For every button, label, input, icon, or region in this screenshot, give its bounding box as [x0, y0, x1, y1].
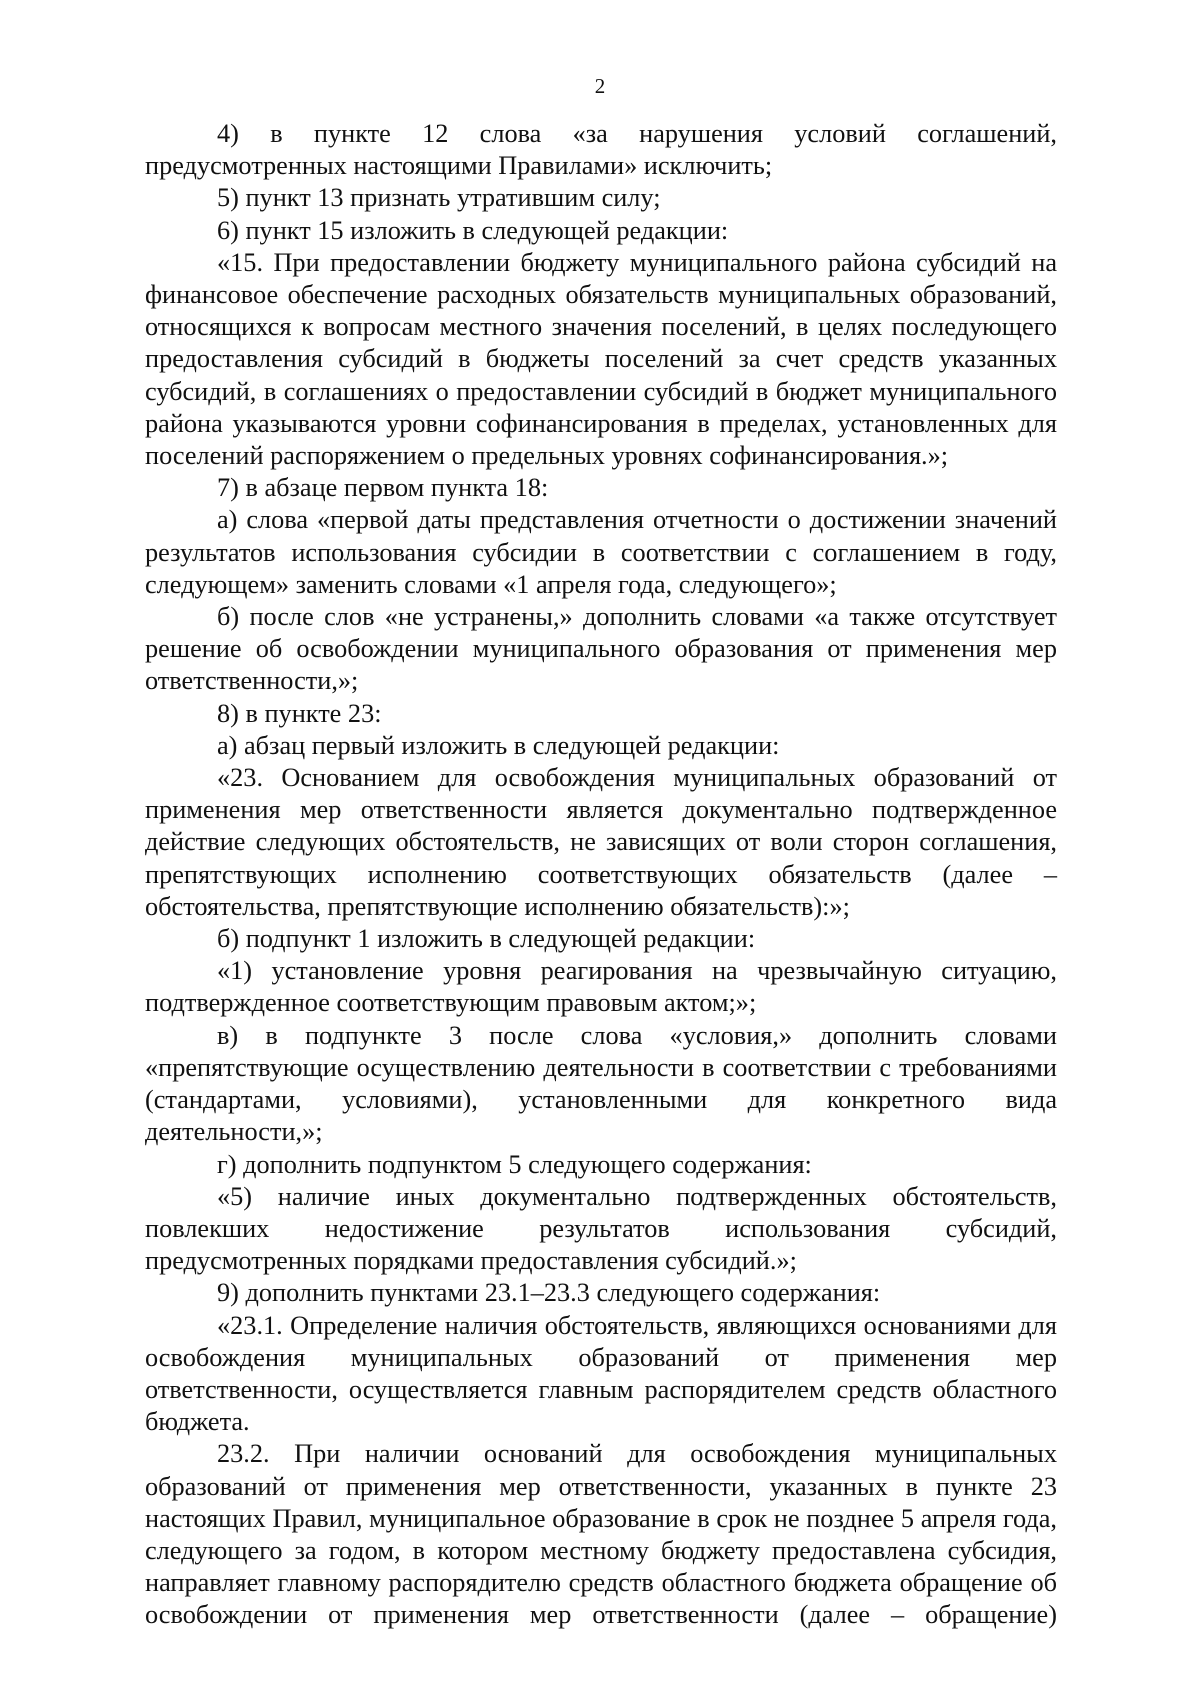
paragraph-item-8g: г) дополнить подпунктом 5 следующего содержания: — [217, 1149, 812, 1179]
paragraph-item-8a: а) абзац первый изложить в следующей редакции: — [217, 730, 780, 760]
paragraph-quote-23-1-definition: «23.1. Определение наличия обстоятельств, являющихся основаниями для освобождения муниципальных образований от применения мер ответственности, осуществляется главным распорядителем средств областного бюджета. — [145, 1310, 1057, 1437]
paragraph-item-9: 9) дополнить пунктами 23.1–23.3 следующего содержания: — [217, 1278, 881, 1308]
document-text — [145, 118, 1057, 1632]
paragraph-item-4: 4) в пункте 12 слова «за нарушения условий соглашений, предусмотренных настоящими Правилами» исключить; — [145, 119, 1057, 181]
paragraph-quote-23: «23. Основанием для освобождения муниципальных образований от применения мер ответственности является документально подтвержденное действие следующих обстоятельств, не зависящих от воли сторон соглашения, препятствующих исполнению соответствующих обязательств (далее – обстоятельства, препятствующие исполнению обязательств):»; — [145, 763, 1057, 921]
paragraph-item-7: 7) в абзаце первом пункта 18: — [217, 473, 549, 503]
paragraph-item-6: 6) пункт 15 изложить в следующей редакции: — [217, 215, 729, 245]
paragraph-item-8: 8) в пункте 23: — [217, 698, 382, 728]
paragraph-quote-15: «15. При предоставлении бюджету муниципального района субсидий на финансовое обеспечение расходных обязательств муниципальных образований, относящихся к вопросам местного значения поселений, в целях последующего предоставления субсидий в бюджеты поселений за счет средств указанных субсидий, в соглашениях о предоставлении субсидий в бюджет муниципального района указываются уровни софинансирования в пределах, установленных для поселений распоряжением о предельных уровнях софинансирования.»; — [145, 247, 1057, 471]
paragraph-item-5: 5) пункт 13 признать утратившим силу; — [217, 183, 661, 213]
paragraph-quote-23-5: «5) наличие иных документально подтвержденных обстоятельств, повлекших недостижение результатов использования субсидий, предусмотренных порядками предоставления субсидий.»; — [145, 1181, 1057, 1276]
paragraph-quote-23-1: «1) установление уровня реагирования на чрезвычайную ситуацию, подтвержденное соответствующим правовым актом;»; — [145, 956, 1057, 1018]
paragraph-item-8v: в) в подпункте 3 после слова «условия,» дополнить словами «препятствующие осуществлению деятельности в соответствии с требованиями (стандартами, условиями), установленными для конкретного вида деятельности,»; — [145, 1020, 1057, 1147]
paragraph-23-2: 23.2. При наличии оснований для освобождения муниципальных образований от применения мер ответственности, указанных в пункте 23 настоящих Правил, муниципальное образование в срок не позднее 5 апреля года, следующего за годом, в котором местному бюджету предоставлена субсидия, направляет главному распорядителю средств областного бюджета обращение об освобождении от применения мер ответственности (далее – обращение) — [145, 1439, 1057, 1630]
page-number: 2 — [594, 74, 606, 98]
paragraph-item-8b: б) подпункт 1 изложить в следующей редакции: — [217, 924, 756, 954]
paragraph-item-7a: а) слова «первой даты представления отчетности о достижении значений результатов использования субсидии в соответствии с соглашением в году, следующем» заменить словами «1 апреля года, следующего»; — [145, 505, 1057, 599]
paragraph-item-7b: б) после слов «не устранены,» дополнить словами «а также отсутствует решение об освобождении муниципального образования от применения мер ответственности,»; — [145, 602, 1057, 696]
